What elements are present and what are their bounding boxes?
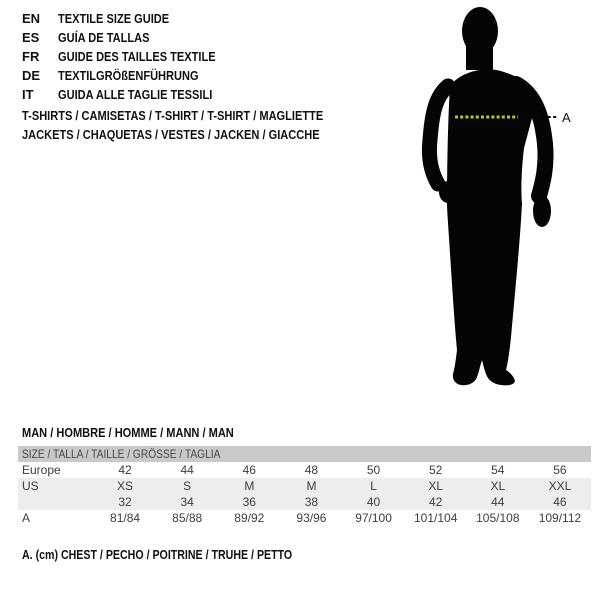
- language-row-de: [22, 66, 243, 85]
- table-row-europe: [18, 462, 591, 478]
- language-title: GUIDA ALLE TAGLIE TESSILI: [58, 87, 213, 102]
- size-cell: 32: [118, 495, 132, 509]
- left-arm-shape: [429, 86, 448, 184]
- category-tshirts: T-SHIRTS / CAMISETAS / T-SHIRT / T-SHIRT / MAGLIETTE: [22, 108, 324, 123]
- row-label: Europe: [22, 463, 61, 477]
- man-silhouette-figure: [390, 0, 600, 400]
- table-header-bar: [18, 446, 591, 462]
- size-cell: 50: [366, 463, 381, 477]
- size-cell: 93/96: [296, 511, 327, 525]
- size-cell: 42: [118, 463, 132, 477]
- size-cell: XS: [117, 479, 134, 493]
- size-cell: S: [183, 479, 192, 493]
- language-title: TEXTILGRÖßENFÜHRUNG: [58, 68, 199, 83]
- size-cell: 81/84: [110, 511, 141, 525]
- size-cell: 85/88: [172, 511, 203, 525]
- language-list: [22, 9, 243, 104]
- language-title: TEXTILE SIZE GUIDE: [58, 11, 170, 26]
- measure-label-a: A: [562, 110, 571, 125]
- size-cell: 46: [553, 495, 567, 509]
- man-silhouette-svg: [390, 0, 600, 400]
- language-row-it: [22, 85, 243, 104]
- size-cell: 38: [304, 495, 319, 509]
- size-cell: 36: [242, 495, 256, 509]
- legs-shape: [447, 202, 522, 385]
- language-title: GUÍA DE TALLAS: [58, 30, 150, 45]
- language-code: EN: [22, 11, 41, 26]
- table-row-chest-a: [18, 510, 591, 526]
- category-jackets: JACKETS / CHAQUETAS / VESTES / JACKEN / GIACCHE: [22, 127, 320, 142]
- language-title: GUIDE DES TAILLES TEXTILE: [58, 49, 216, 64]
- language-row-es: [22, 28, 243, 47]
- garment-categories: [22, 106, 376, 144]
- size-cell: 42: [429, 495, 443, 509]
- row-label: US: [22, 479, 39, 493]
- language-row-fr: [22, 47, 243, 66]
- language-row-en: [22, 9, 243, 28]
- size-cell: 56: [553, 463, 567, 477]
- language-code: IT: [22, 87, 34, 102]
- size-cell: 105/108: [476, 511, 520, 525]
- size-cell: 54: [491, 463, 505, 477]
- table-header-label: SIZE / TALLA / TAILLE / GRÖSSE / TAGLIA: [22, 447, 221, 461]
- size-cell: 101/104: [413, 511, 458, 525]
- language-code: ES: [22, 30, 40, 45]
- size-cell: 89/92: [234, 511, 265, 525]
- left-hand-shape: [439, 181, 457, 203]
- measurement-footnote: A. (cm) CHEST / PECHO / POITRINE / TRUHE / PETTO: [22, 548, 293, 562]
- row-label: A: [22, 511, 31, 525]
- size-cell: 52: [429, 463, 443, 477]
- size-cell: 48: [304, 463, 319, 477]
- language-code: FR: [22, 49, 40, 64]
- table-row-us-numeric: [18, 494, 591, 510]
- size-cell: 44: [491, 495, 505, 509]
- section-title-man: MAN / HOMBRE / HOMME / MANN / MAN: [22, 425, 234, 440]
- size-cell: L: [370, 479, 377, 493]
- right-hand-shape: [533, 195, 551, 227]
- language-code: DE: [22, 68, 41, 83]
- table-row-us: [18, 478, 591, 494]
- size-cell: 97/100: [355, 511, 392, 525]
- size-cell: 40: [366, 495, 381, 509]
- size-cell: M: [306, 479, 317, 493]
- size-cell: M: [244, 479, 255, 493]
- size-cell: XL: [428, 479, 444, 493]
- size-cell: 109/112: [538, 511, 582, 525]
- size-table: [18, 446, 591, 526]
- row-label: [18, 494, 94, 510]
- size-cell: XL: [490, 479, 506, 493]
- size-cell: XXL: [548, 479, 572, 493]
- neck-shape: [466, 42, 493, 70]
- size-cell: 34: [180, 495, 194, 509]
- man-silhouette: [429, 7, 551, 385]
- size-cell: 44: [180, 463, 194, 477]
- size-cell: 46: [242, 463, 256, 477]
